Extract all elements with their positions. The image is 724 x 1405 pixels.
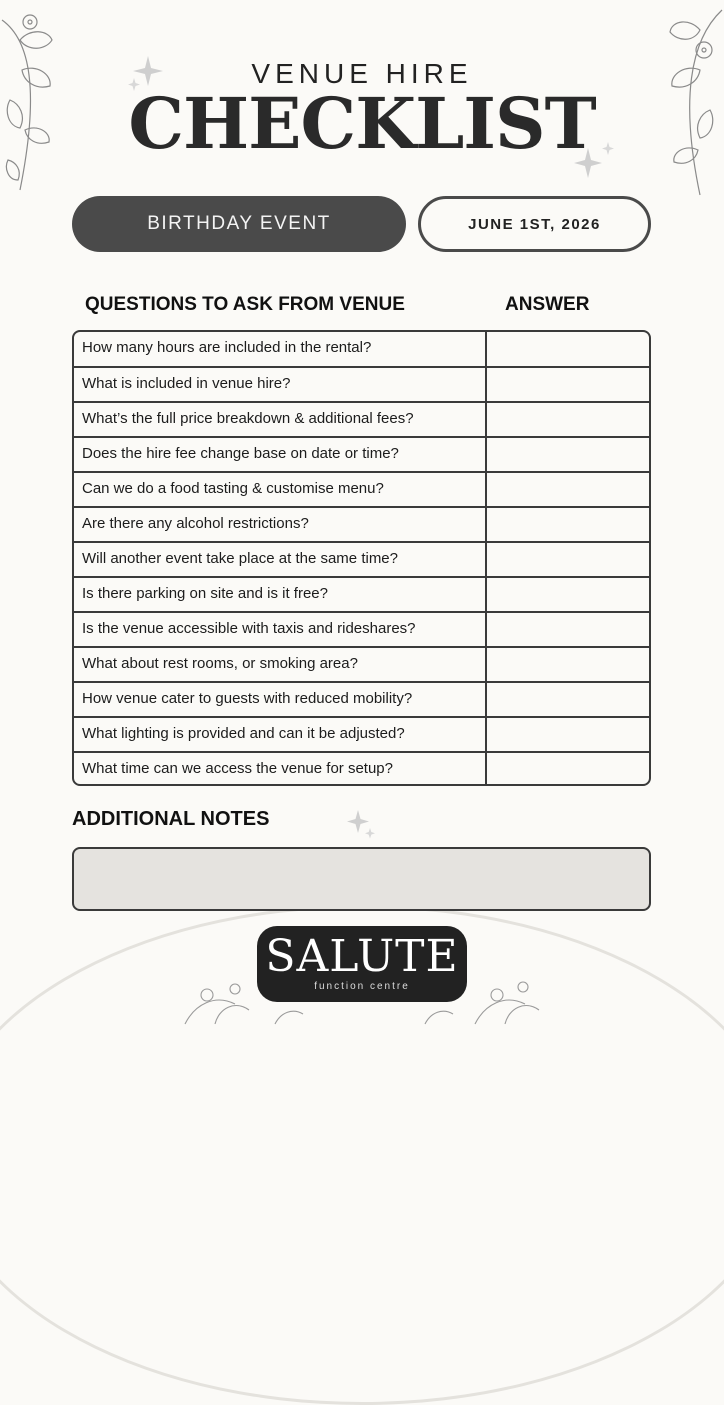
answer-cell[interactable] (487, 613, 649, 646)
additional-notes-header: ADDITIONAL NOTES (72, 808, 270, 830)
answer-cell[interactable] (487, 753, 649, 786)
answer-cell[interactable] (487, 578, 649, 611)
table-row (74, 611, 649, 646)
table-row (74, 506, 649, 541)
table-row (74, 646, 649, 681)
event-date-label: JUNE 1ST, 2026 (468, 215, 601, 233)
event-type-badge (72, 196, 406, 252)
table-row (74, 436, 649, 471)
question-cell: What lighting is provided and can it be adjusted? (82, 725, 405, 742)
sparkle-icon (344, 808, 378, 842)
question-cell: Will another event take place at the same time? (82, 550, 398, 567)
question-cell: Can we do a food tasting & customise menu? (82, 480, 384, 497)
table-row (74, 366, 649, 401)
answer-cell[interactable] (487, 683, 649, 716)
table-row (74, 541, 649, 576)
answer-cell[interactable] (487, 543, 649, 576)
table-row (74, 401, 649, 436)
brand-logo (257, 926, 467, 1002)
table-row (74, 576, 649, 611)
answer-cell[interactable] (487, 508, 649, 541)
additional-notes-field[interactable] (72, 847, 651, 911)
question-cell: What time can we access the venue for setup? (82, 760, 393, 777)
answer-header: ANSWER (505, 294, 590, 315)
question-cell: Is the venue accessible with taxis and rideshares? (82, 620, 416, 637)
logo-name: SALUTE (265, 931, 459, 982)
page-title: CHECKLIST (128, 82, 596, 165)
question-cell: What about rest rooms, or smoking area? (82, 655, 358, 672)
answer-cell[interactable] (487, 473, 649, 506)
page-subtitle: VENUE HIRE (251, 58, 473, 89)
answer-cell[interactable] (487, 648, 649, 681)
question-cell: What is included in venue hire? (82, 375, 291, 392)
logo-tagline: function centre (314, 981, 410, 992)
answer-cell[interactable] (487, 403, 649, 436)
answer-cell[interactable] (487, 368, 649, 401)
answer-cell[interactable] (487, 438, 649, 471)
table-row (74, 332, 649, 366)
event-date-badge (418, 196, 651, 252)
questions-header: QUESTIONS TO ASK FROM VENUE (85, 294, 405, 315)
question-cell: How venue cater to guests with reduced mobility? (82, 690, 413, 707)
table-row (74, 716, 649, 751)
question-cell: Are there any alcohol restrictions? (82, 515, 309, 532)
checklist-table (72, 330, 651, 786)
answer-cell[interactable] (487, 332, 649, 366)
table-row (74, 471, 649, 506)
question-cell: Does the hire fee change base on date or time? (82, 445, 399, 462)
question-cell: Is there parking on site and is it free? (82, 585, 328, 602)
question-cell: What’s the full price breakdown & additional fees? (82, 410, 414, 427)
event-type-label: BIRTHDAY EVENT (147, 213, 331, 234)
table-row (74, 681, 649, 716)
answer-cell[interactable] (487, 718, 649, 751)
question-cell: How many hours are included in the rental? (82, 339, 372, 356)
table-row (74, 751, 649, 786)
